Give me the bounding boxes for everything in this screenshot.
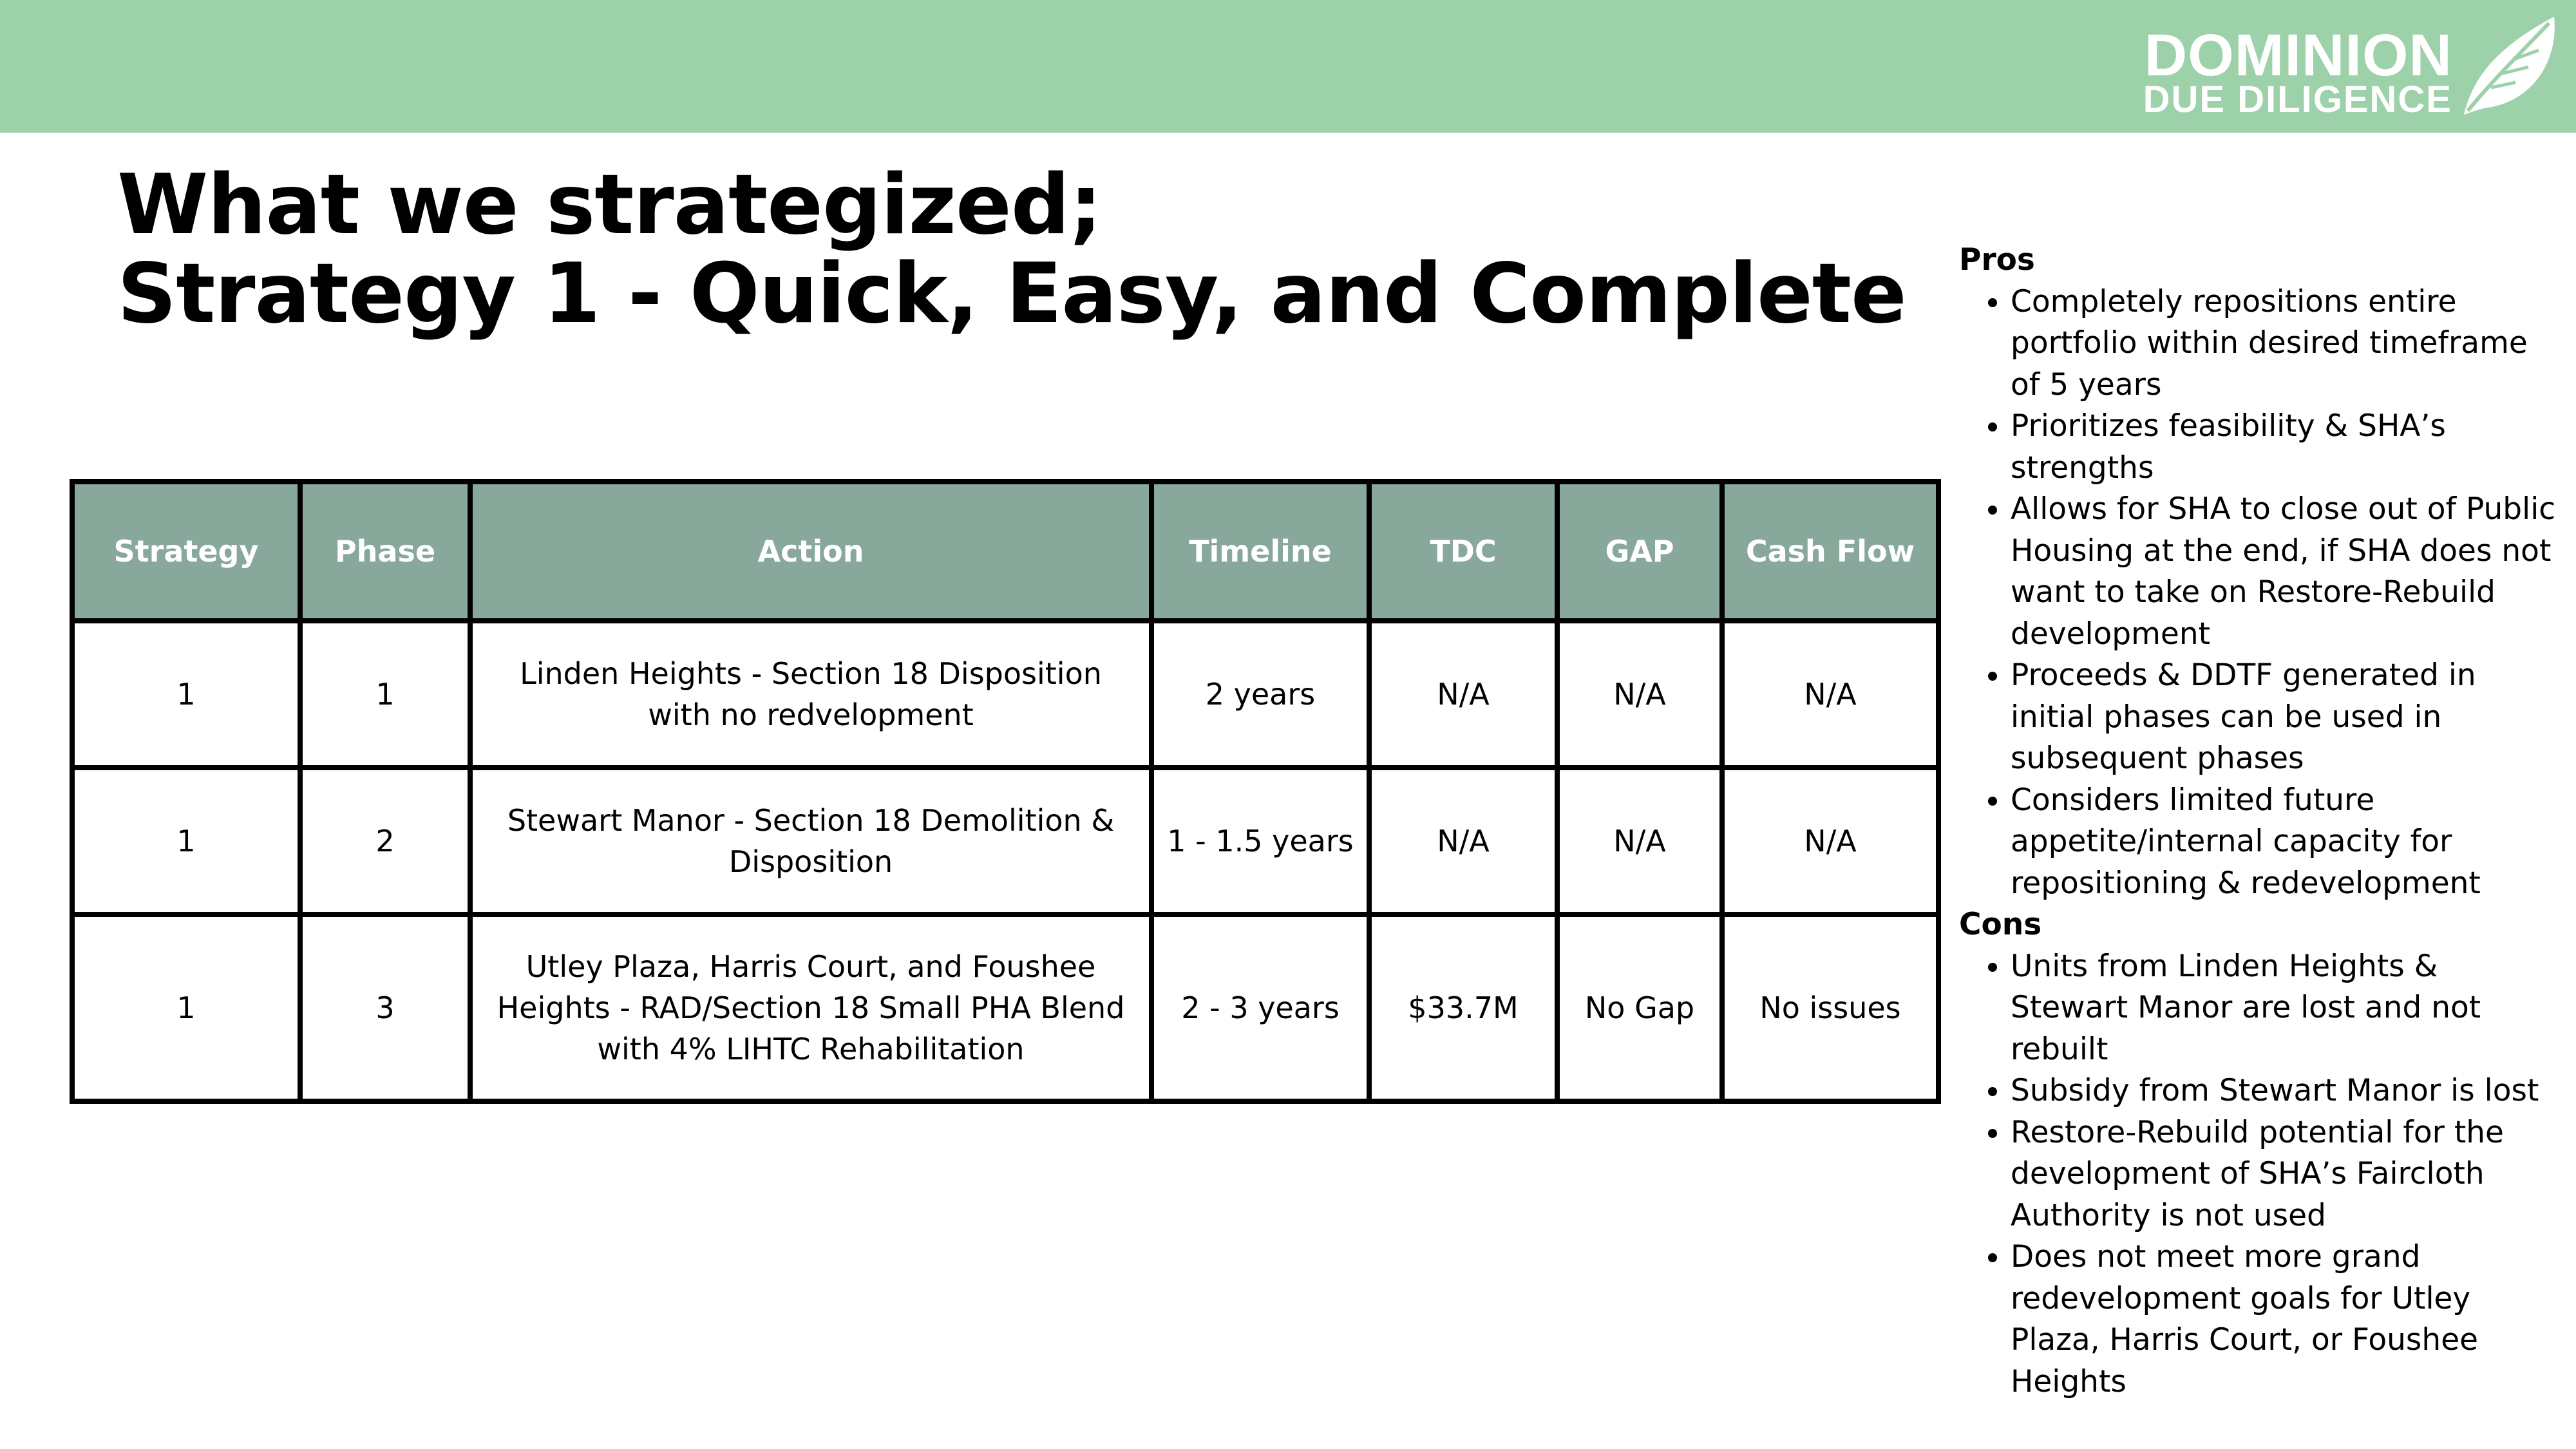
table-row xyxy=(72,621,1938,768)
cons-item: • Units from Linden Heights & Stewart Manor are lost and not rebuilt xyxy=(2011,946,2564,1071)
col-header-tdc: TDC xyxy=(1369,482,1557,621)
cell-strategy: 1 xyxy=(72,621,300,768)
col-header-action: Action xyxy=(470,482,1151,621)
cell-timeline: 2 years xyxy=(1151,621,1369,768)
cons-list xyxy=(1959,946,2564,1403)
page-title xyxy=(117,157,1906,342)
pros-item: • Allows for SHA to close out of Public Housing at the end, if SHA does not want to take on Restore-Rebuild development xyxy=(2011,489,2564,655)
cell-tdc: $33.7M xyxy=(1369,914,1557,1101)
cell-strategy: 1 xyxy=(72,768,300,914)
table-row xyxy=(72,914,1938,1101)
table-header-row xyxy=(72,482,1938,621)
cons-heading: Cons xyxy=(1959,907,2042,942)
cell-phase: 2 xyxy=(300,768,470,914)
cell-action: Linden Heights - Section 18 Disposition with no redvelopment xyxy=(470,621,1151,768)
cell-phase: 1 xyxy=(300,621,470,768)
pros-list xyxy=(1959,281,2564,905)
title-line-2: Strategy 1 - Quick, Easy, and Complete xyxy=(117,246,1906,342)
col-header-gap: GAP xyxy=(1557,482,1722,621)
col-header-timeline: Timeline xyxy=(1151,482,1369,621)
pros-heading: Pros xyxy=(1959,242,2035,278)
table-row xyxy=(72,768,1938,914)
cell-strategy: 1 xyxy=(72,914,300,1101)
pros-item: • Considers limited future appetite/internal capacity for repositioning & redevelopment xyxy=(2011,780,2564,905)
pros-cons-panel xyxy=(1959,240,2564,1403)
cell-action: Stewart Manor - Section 18 Demolition & Disposition xyxy=(470,768,1151,914)
pros-item: • Prioritizes feasibility & SHA’s strengths xyxy=(2011,406,2564,489)
leaf-icon xyxy=(2452,12,2562,121)
cell-action: Utley Plaza, Harris Court, and Foushee Heights - RAD/Section 18 Small PHA Blend with 4% LIHTC Rehabilitation xyxy=(470,914,1151,1101)
pros-item: • Proceeds & DDTF generated in initial phases can be used in subsequent phases xyxy=(2011,655,2564,780)
logo-line-2: DUE DILIGENCE xyxy=(2143,79,2452,120)
cell-timeline: 1 - 1.5 years xyxy=(1151,768,1369,914)
cell-cash-flow: N/A xyxy=(1722,621,1938,768)
cell-gap: N/A xyxy=(1557,768,1722,914)
dominion-logo xyxy=(2143,12,2562,121)
cons-item: • Does not meet more grand redevelopment goals for Utley Plaza, Harris Court, or Foushee Heights xyxy=(2011,1236,2564,1403)
cons-item: • Restore-Rebuild potential for the development of SHA’s Faircloth Authority is not used xyxy=(2011,1112,2564,1237)
cell-phase: 3 xyxy=(300,914,470,1101)
cell-timeline: 2 - 3 years xyxy=(1151,914,1369,1101)
logo-line-1: DOMINION xyxy=(2144,23,2452,88)
cell-cash-flow: No issues xyxy=(1722,914,1938,1101)
pros-item: • Completely repositions entire portfolio within desired timeframe of 5 years xyxy=(2011,281,2564,406)
cell-gap: No Gap xyxy=(1557,914,1722,1101)
cons-item: • Subsidy from Stewart Manor is lost xyxy=(2011,1070,2564,1112)
strategy-table xyxy=(70,479,1941,1104)
cell-tdc: N/A xyxy=(1369,768,1557,914)
col-header-phase: Phase xyxy=(300,482,470,621)
col-header-cash-flow: Cash Flow xyxy=(1722,482,1938,621)
header-bar xyxy=(0,0,2576,133)
col-header-strategy: Strategy xyxy=(72,482,300,621)
cell-gap: N/A xyxy=(1557,621,1722,768)
cell-tdc: N/A xyxy=(1369,621,1557,768)
cell-cash-flow: N/A xyxy=(1722,768,1938,914)
title-line-1: What we strategized; xyxy=(117,157,1102,253)
